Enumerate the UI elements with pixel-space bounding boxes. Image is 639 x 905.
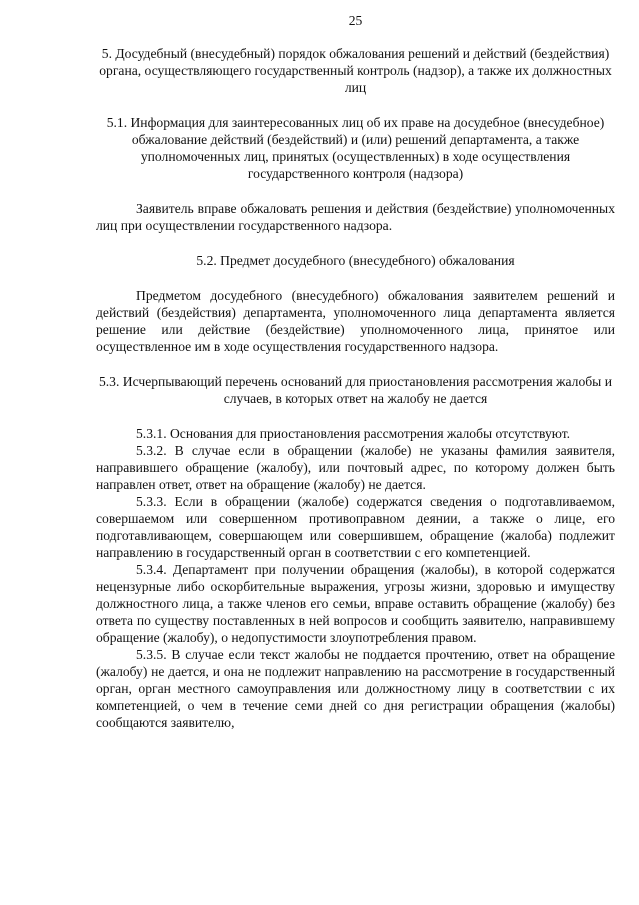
spacer	[96, 355, 615, 373]
spacer	[96, 182, 615, 200]
paragraph-5-3-5: 5.3.5. В случае если текст жалобы не поддается прочтению, ответ на обращение (жалобу) не дается, и она не подлежит направлению на рассмотрение в государственный орган, орган местного самоуправления или должностному лицу в соответствии с их компетенцией, о чем в течение семи дней со дня регистрации обращения (жалобы) сообщаются заявителю,	[96, 647, 615, 730]
paragraph-5-3-2: 5.3.2. В случае если в обращении (жалобе) не указаны фамилия заявителя, направившего обращение (жалобу), или почтовый адрес, по которому должен быть направлен ответ, ответ на обращение (жалобу) не дается.	[96, 443, 615, 492]
spacer	[96, 234, 615, 252]
section-5-2-title: 5.2. Предмет досудебного (внесудебного) обжалования	[196, 253, 515, 268]
spacer	[96, 269, 615, 287]
section-5-1-text: Заявитель вправе обжаловать решения и действия (бездействие) уполномоченных лиц при осуществлении государственного надзора.	[96, 201, 615, 233]
section-5-1-title: 5.1. Информация для заинтересованных лиц об их праве на досудебное (внесудебное) обжалование действий (бездействий) и (или) решений департамента, а также уполномоченных лиц, принятых (осуществленных) в ходе осуществления государственного контроля (надзора)	[106, 115, 605, 181]
section-5-title: 5. Досудебный (внесудебный) порядок обжалования решений и действий (бездействия) органа, осуществляющего государственный контроль (надзор), а также их должностных лиц	[99, 46, 612, 95]
section-5-2-text: Предметом досудебного (внесудебного) обжалования заявителем решений и действий (бездействия) департамента, уполномоченного лица департамента является решение или действие (бездействие) уполномоченного лица, принятое или осуществленное им в ходе осуществления государственного надзора.	[96, 288, 615, 354]
page-number: 25	[348, 13, 363, 28]
spacer	[96, 96, 615, 114]
section-5-3-title: 5.3. Исчерпывающий перечень оснований для приостановления рассмотрения жалобы и случаев, в которых ответ на жалобу не дается	[98, 374, 612, 406]
paragraph-5-3-1: 5.3.1. Основания для приостановления рассмотрения жалобы отсутствуют.	[136, 426, 571, 441]
paragraph-5-3-3: 5.3.3. Если в обращении (жалобе) содержатся сведения о подготавливаемом, совершаемом или совершенном противоправном деянии, а также о лице, его подготавливающем, совершающем или совершившем, обращение (жалоба) подлежит направлению в государственный орган в соответствии с его компетенцией.	[96, 494, 615, 560]
paragraph-5-3-4: 5.3.4. Департамент при получении обращения (жалобы), в которой содержатся нецензурные либо оскорбительные выражения, угрозы жизни, здоровью и имуществу должностного лица, а также членов его семьи, вправе оставить обращение (жалобу) без ответа по существу поставленных в ней вопросов и сообщить заявителю, направившему обращение (жалобу), о недопустимости злоупотребления правом.	[96, 562, 615, 645]
spacer	[96, 407, 615, 425]
